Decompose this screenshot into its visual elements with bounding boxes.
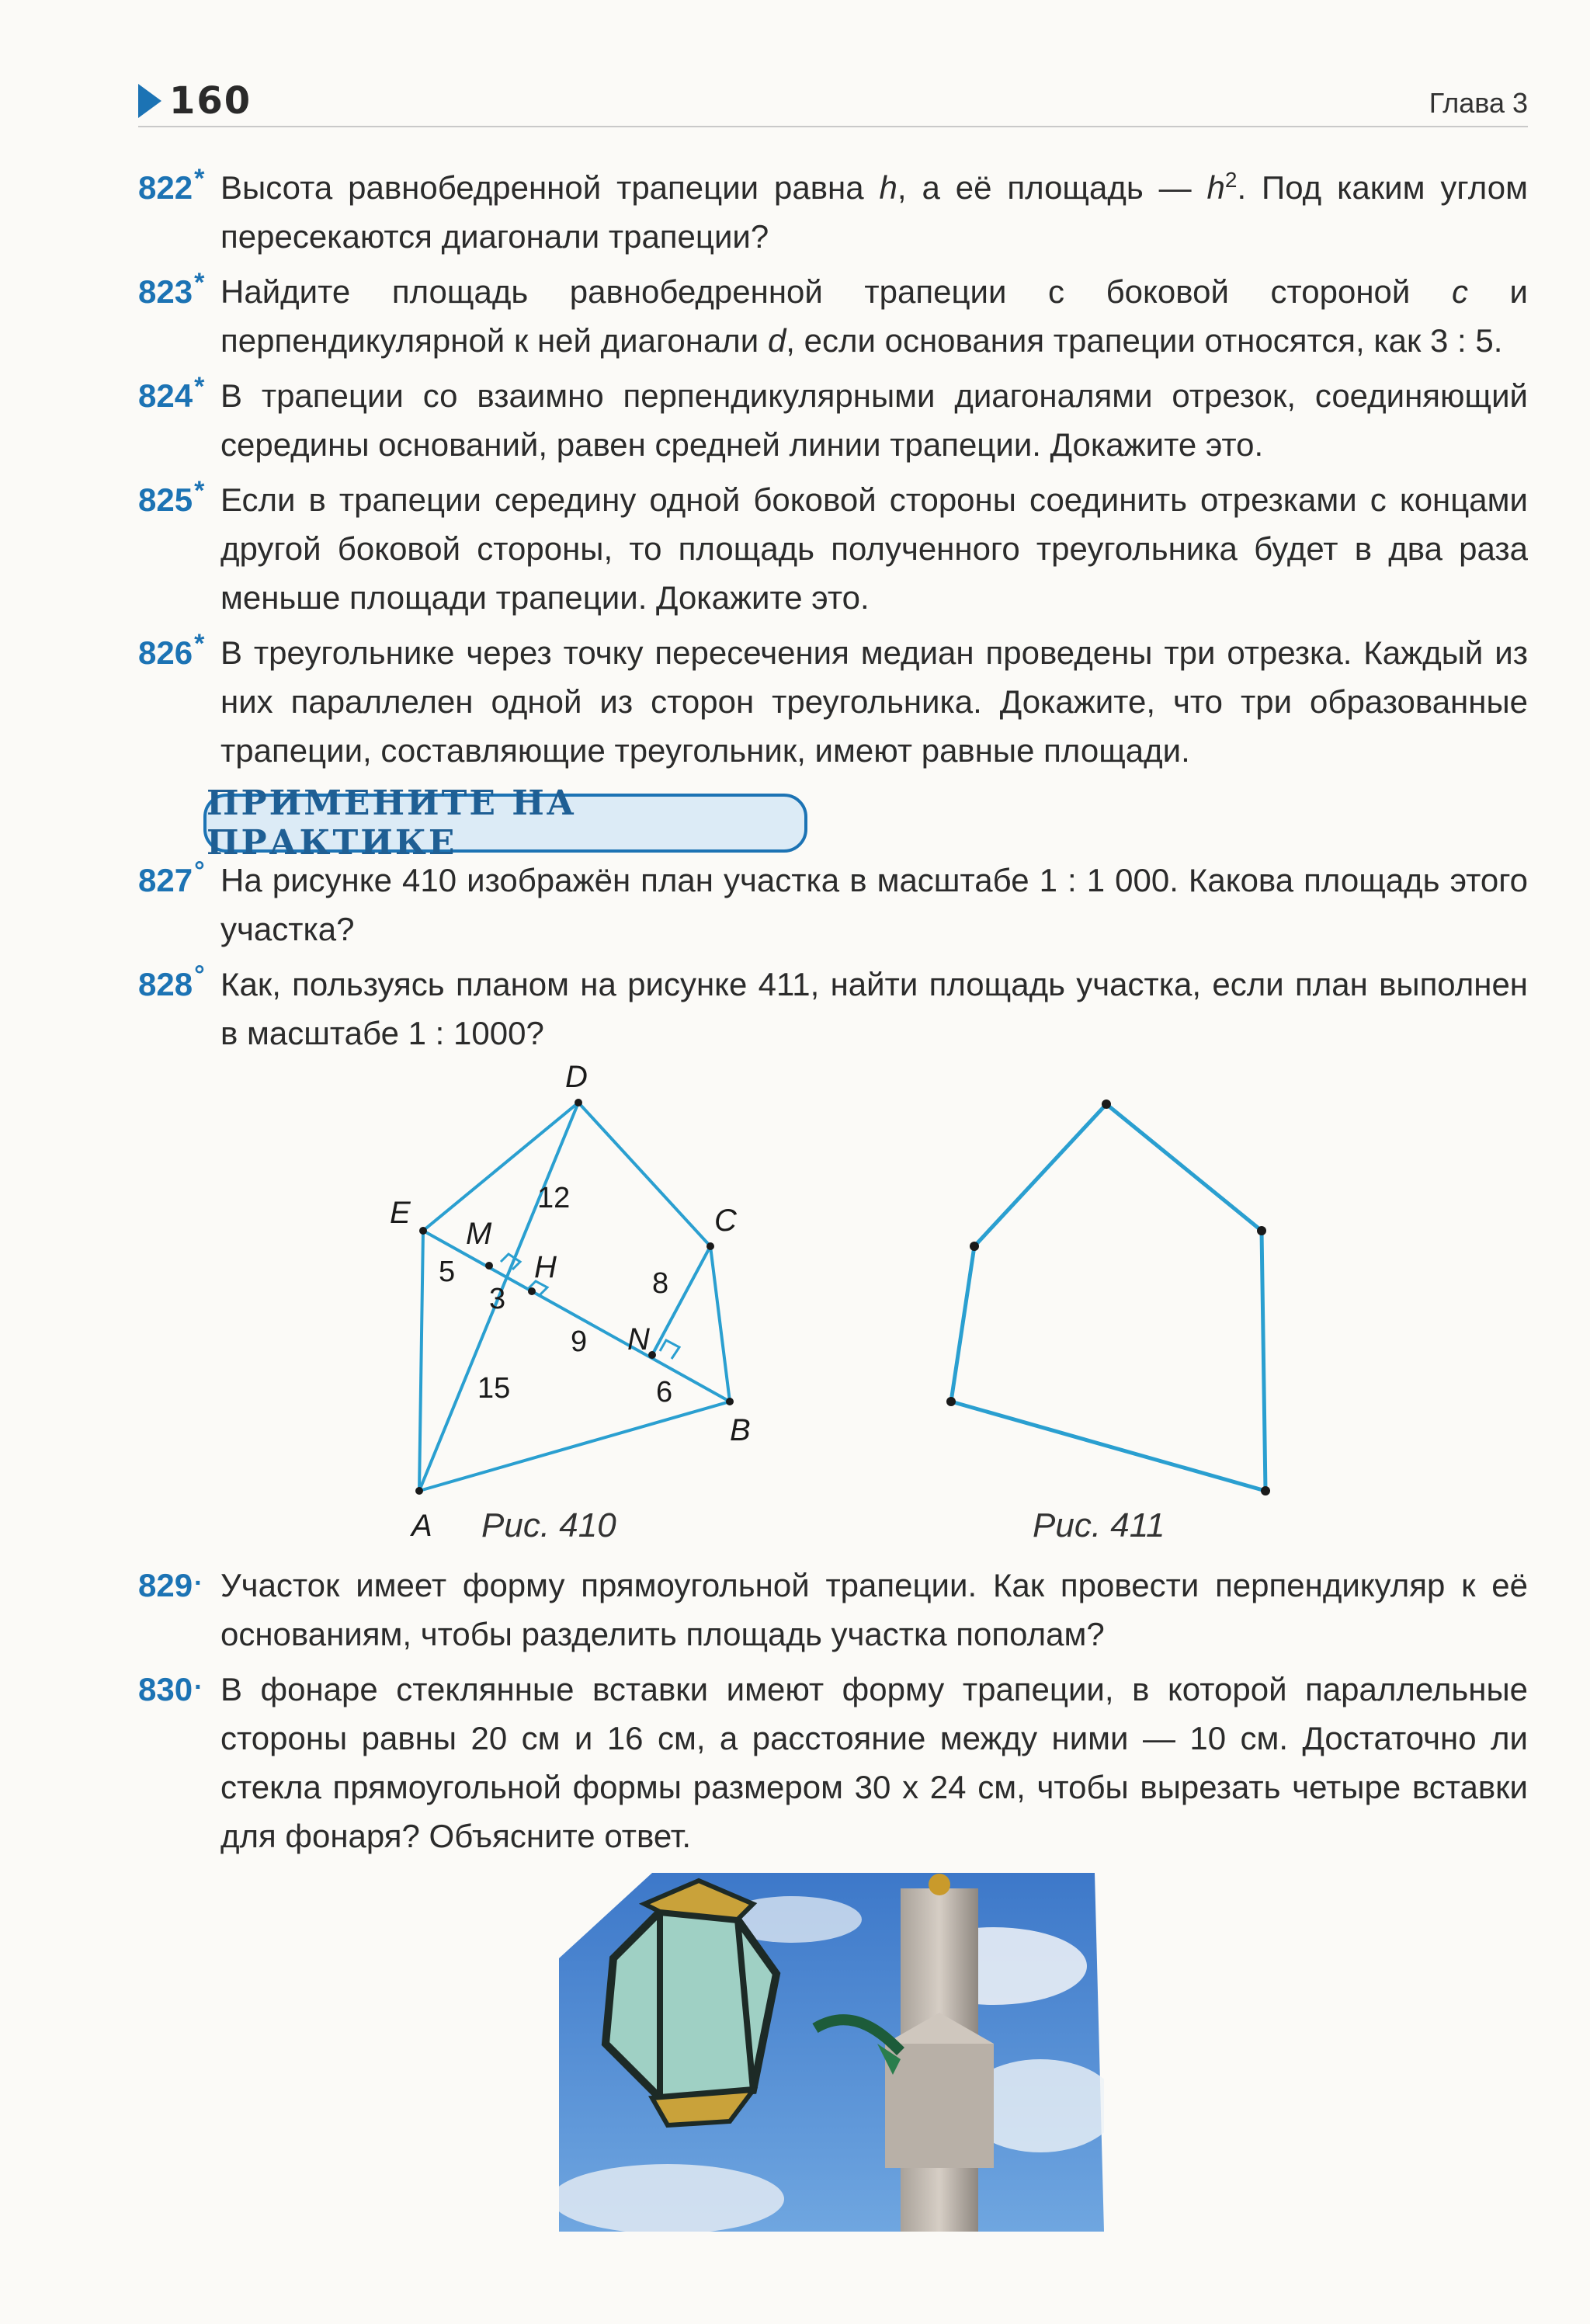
problem-text-part: и перпендикулярной к ней диагонали — [220, 273, 1528, 359]
fig410-segment-cn — [652, 1246, 710, 1355]
fig410-label-d: D — [565, 1060, 588, 1094]
problem-823 — [138, 267, 1528, 365]
problem-number: 825* — [138, 476, 205, 518]
problem-text-part: В фонаре стеклянные вставки имеют форму трапеции, в которой параллельные стороны равны 20 см и 16 см, а расстояние между ними — 10 см. Достаточно ли стекла прямоугольной формы размером 30 х 24 см, чтобы вырезать четыре вставки для фонаря? Объясните ответ. — [220, 1671, 1528, 1854]
problem-number: 823* — [138, 268, 205, 310]
page-number: 160 — [138, 79, 252, 123]
problem-830 — [138, 1665, 1528, 1860]
fig410-seg-9: 9 — [571, 1325, 588, 1358]
figure-410 — [388, 1056, 792, 1568]
problem-text-part: , а её площадь — — [897, 169, 1207, 206]
fig410-label-n: N — [627, 1322, 650, 1357]
problem-text-part: d — [767, 322, 786, 359]
fig410-label-c: C — [714, 1204, 737, 1238]
problem-828 — [138, 960, 1528, 1058]
fig411-outline — [951, 1104, 1265, 1491]
problem-826 — [138, 628, 1528, 775]
page-header — [138, 78, 1528, 127]
fig410-label-h: H — [534, 1250, 557, 1284]
problem-827 — [138, 856, 1528, 954]
fig410-label-a: A — [411, 1509, 432, 1543]
problem-mark: ° — [194, 961, 205, 990]
fig410-seg-15: 15 — [477, 1372, 511, 1405]
fig410-seg-8: 8 — [652, 1267, 669, 1300]
problem-text — [220, 1671, 1528, 1854]
problem-829 — [138, 1561, 1528, 1659]
fig410-diagonal-eb — [423, 1231, 730, 1402]
fig410-seg-12: 12 — [537, 1182, 571, 1214]
problem-number: 829. — [138, 1561, 202, 1603]
problem-text — [220, 634, 1528, 769]
problem-text-part: Если в трапеции середину одной боковой стороны соединить отрезками с концами другой боковой стороны, то площадь полученного треугольника будет в два раза меньше площади трапеции. Докажите это. — [220, 481, 1528, 616]
problem-text — [220, 1567, 1528, 1652]
fig410-seg-3: 3 — [489, 1283, 506, 1315]
problem-text-part: c — [1451, 273, 1468, 310]
problem-text-part: В треугольнике через точку пересечения медиан проведены три отрезка. Каждый из них параллелен одной из сторон треугольника. Докажите, что три образованные трапеции, составляющие треугольник, имеют равные площади. — [220, 634, 1528, 769]
problem-number: 827° — [138, 856, 205, 898]
problem-text — [220, 966, 1528, 1051]
lantern-photo — [559, 1873, 1104, 2232]
problem-mark: * — [194, 372, 205, 401]
fig410-seg-5: 5 — [439, 1256, 456, 1288]
figure-411 — [932, 1087, 1297, 1506]
problem-mark: * — [194, 268, 205, 297]
problem-number: 824* — [138, 372, 205, 414]
problem-mark: . — [194, 1561, 202, 1591]
problem-text-part: h — [1206, 169, 1225, 206]
problem-text-part: h — [879, 169, 897, 206]
fig410-label-m: M — [466, 1217, 492, 1251]
fig410-label-b: B — [730, 1413, 751, 1447]
problem-text-part: Как, пользуясь планом на рисунке 411, найти площадь участка, если план выполнен в масштабе 1 : 1000? — [220, 966, 1528, 1051]
problem-number: 822* — [138, 164, 205, 206]
problem-text — [220, 481, 1528, 616]
problems-top — [138, 163, 1528, 781]
figure-411-caption: Рис. 411 — [1033, 1506, 1165, 1544]
problems-bottom — [138, 1561, 1528, 1867]
problems-mid — [138, 856, 1528, 1064]
problem-mark: * — [194, 164, 205, 193]
section-title: ПРИМЕНИТЕ НА ПРАКТИКЕ — [203, 794, 807, 853]
problem-text — [220, 169, 1528, 255]
fig410-right-angle-n — [660, 1340, 679, 1359]
problem-mark: ° — [194, 856, 205, 886]
problem-text-part: Участок имеет форму прямоугольной трапеции. Как провести перпендикуляр к её основаниям, чтобы разделить площадь участка пополам? — [220, 1567, 1528, 1652]
problem-text-part: Найдите площадь равнобедренной трапеции с боковой стороной — [220, 273, 1452, 310]
problem-825 — [138, 475, 1528, 622]
chapter-label: Глава 3 — [1429, 87, 1528, 119]
problem-number: 826* — [138, 629, 205, 671]
problem-text-part: , если основания трапеции относятся, как 3 : 5. — [786, 322, 1503, 359]
problem-text — [220, 273, 1528, 359]
problem-text-part: На рисунке 410 изображён план участка в масштабе 1 : 1 000. Какова площадь этого участка? — [220, 862, 1528, 947]
problem-text-part: . Под каким углом пересекаются диагонали трапеции? — [220, 169, 1528, 255]
fig410-seg-6: 6 — [656, 1376, 673, 1409]
problem-text-part: В трапеции со взаимно перпендикулярными диагоналями отрезок, соединяющий середины оснований, равен средней линии трапеции. Докажите это. — [220, 377, 1528, 463]
problem-text-part: Высота равнобедренной трапеции равна — [220, 169, 880, 206]
problem-mark: * — [194, 476, 205, 505]
problem-822 — [138, 163, 1528, 261]
problem-number: 828° — [138, 961, 205, 1002]
figure-410-caption: Рис. 410 — [481, 1506, 616, 1544]
problem-824 — [138, 371, 1528, 469]
fig410-label-e: E — [390, 1196, 411, 1230]
problem-mark: . — [194, 1666, 202, 1695]
triangle-marker-icon — [138, 84, 161, 118]
problem-mark: * — [194, 629, 205, 658]
problem-text — [220, 377, 1528, 463]
problem-text — [220, 862, 1528, 947]
problem-text-part: 2 — [1224, 168, 1238, 192]
problem-number: 830. — [138, 1666, 202, 1707]
